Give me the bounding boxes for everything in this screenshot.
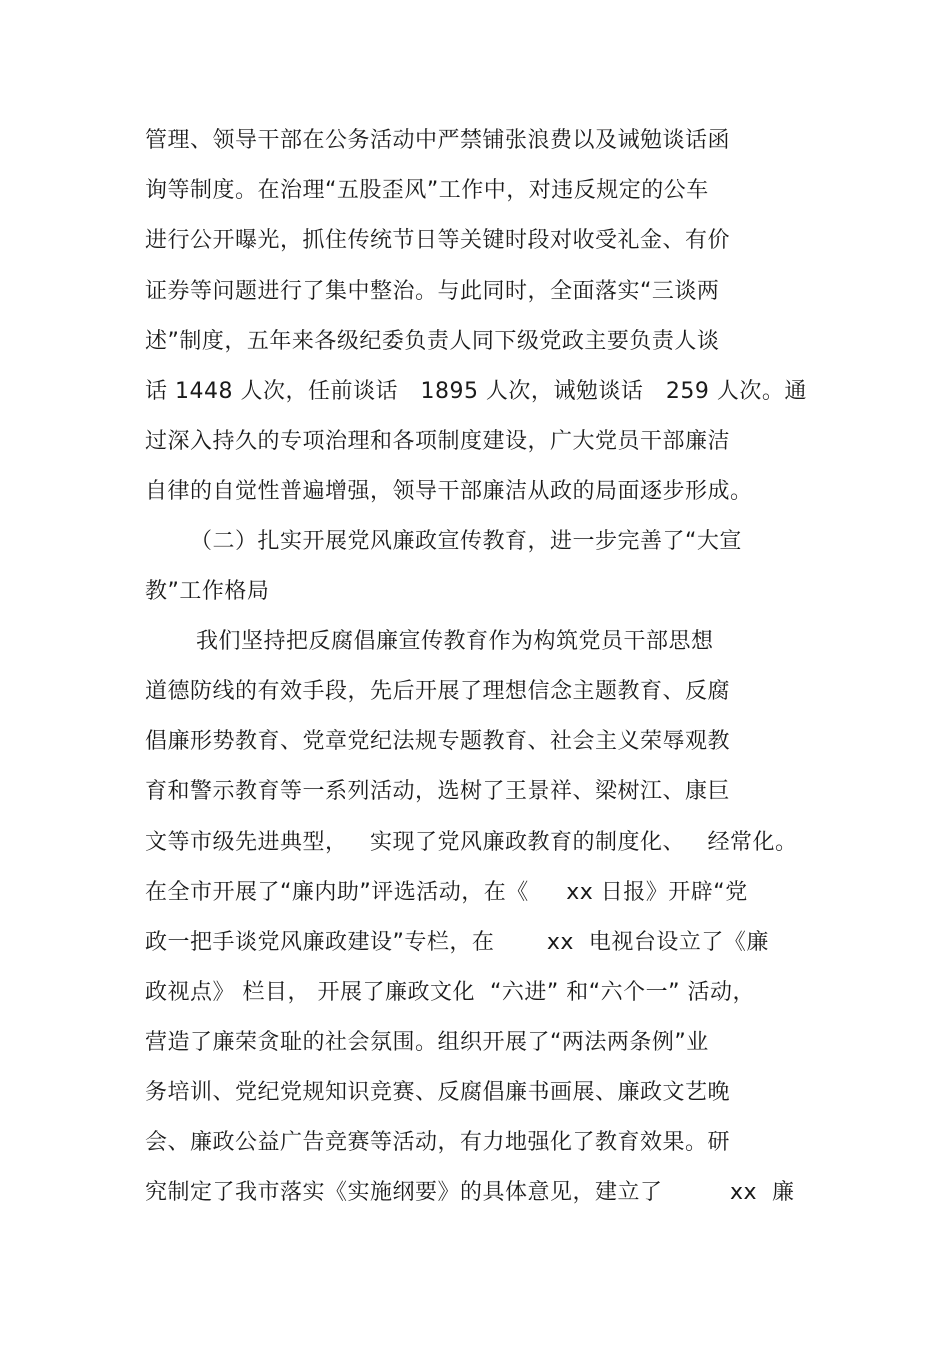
text-line: 自律的自觉性普遍增强，领导干部廉洁从政的局面逐步形成。: [145, 479, 753, 504]
text-line: 询等制度。在治理“五股歪风”工作中，对违反规定的公车: [145, 178, 709, 203]
section-heading-cont: 教”工作格局: [145, 579, 270, 604]
text-line: 务培训、党纪党规知识竞赛、反腐倡廉书画展、廉政文艺晚: [145, 1080, 731, 1105]
text-line: 过深入持久的专项治理和各项制度建设，广大党员干部廉洁: [145, 429, 731, 454]
text-line: 述”制度，五年来各级纪委负责人同下级党政主要负责人谈: [145, 329, 720, 354]
text-line: 道德防线的有效手段，先后开展了理想信念主题教育、反腐: [145, 679, 731, 704]
text-line: 管理、领导干部在公务活动中严禁铺张浪费以及诫勉谈话函: [145, 128, 731, 153]
text-line: 文等市级先进典型， 实现了党风廉政教育的制度化、 经常化。: [145, 830, 798, 855]
text-line: 营造了廉荣贪耻的社会氛围。组织开展了“两法两条例”业: [145, 1030, 709, 1055]
text-line: 政视点》 栏目， 开展了廉政文化 “六进” 和“六个一” 活动，: [145, 980, 756, 1005]
text-line: 会、廉政公益广告竞赛等活动，有力地强化了教育效果。研: [145, 1130, 731, 1155]
paragraph-start: 我们坚持把反腐倡廉宣传教育作为构筑党员干部思想: [196, 629, 714, 654]
text-line: 话 1448 人次，任前谈话 1895 人次，诫勉谈话 259 人次。通: [145, 379, 807, 404]
text-line: 在全市开展了“廉内助”评选活动，在《 xx 日报》开辟“党: [145, 880, 748, 905]
text-line: 究制定了我市落实《实施纲要》的具体意见，建立了 xx 廉: [145, 1180, 795, 1205]
text-line: 育和警示教育等一系列活动，选树了王景祥、梁树江、康巨: [145, 779, 731, 804]
text-line: 证券等问题进行了集中整治。与此同时，全面落实“三谈两: [145, 279, 720, 304]
text-line: 进行公开曝光，抓住传统节日等关键时段对收受礼金、有价: [145, 228, 731, 253]
text-line: 倡廉形势教育、党章党纪法规专题教育、社会主义荣辱观教: [145, 729, 731, 754]
text-line: 政一把手谈党风廉政建设”专栏，在 xx 电视台设立了《廉: [145, 930, 769, 955]
section-heading: （二）扎实开展党风廉政宣传教育，进一步完善了“大宣: [190, 529, 742, 554]
